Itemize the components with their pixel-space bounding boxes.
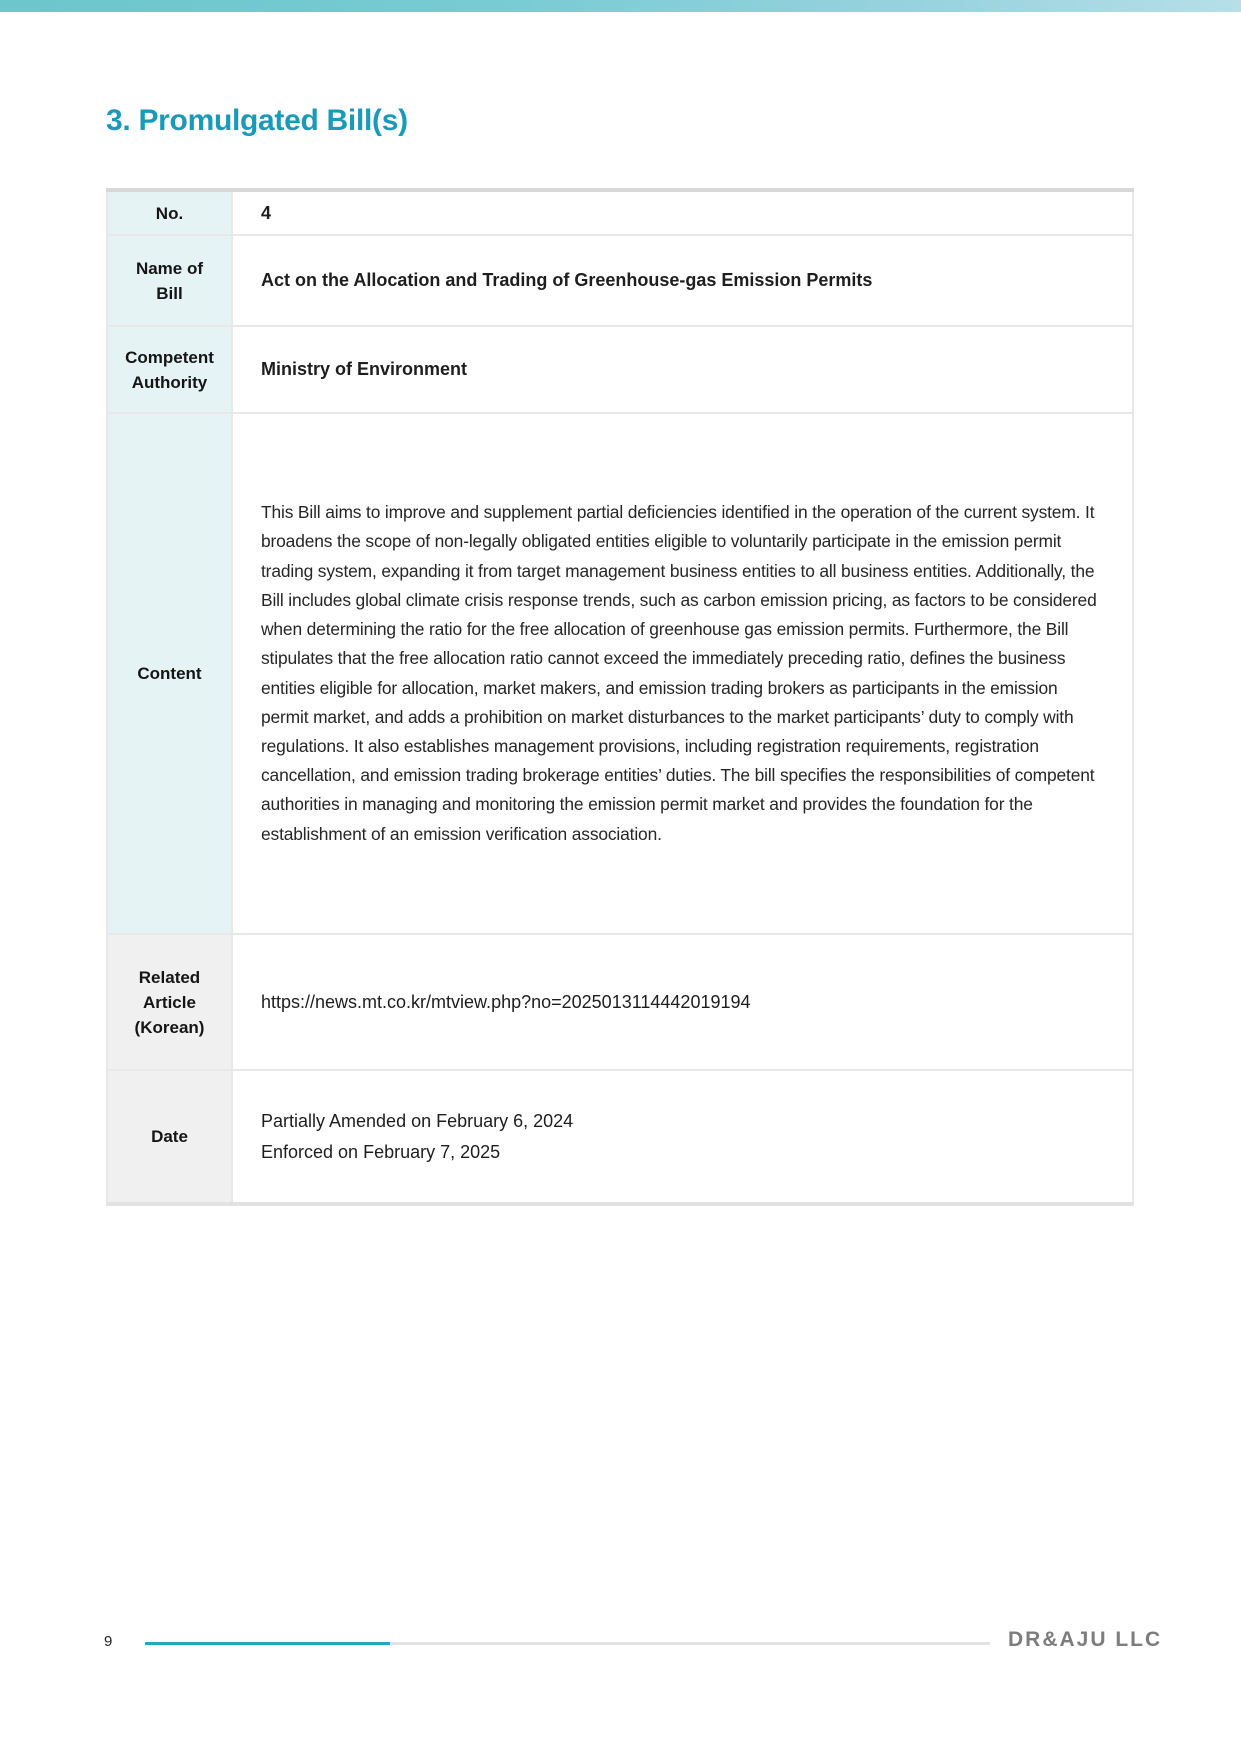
row-label-content: Content [107,413,232,934]
bill-number: 4 [232,190,1133,235]
top-gradient-bar [0,0,1241,12]
row-label-related-article-text: Related Article (Korean) [134,967,205,1037]
table-row-content [107,413,1133,934]
row-label-date: Date [107,1070,232,1204]
section-title: 3. Promulgated Bill(s) [106,104,408,137]
date-cell [232,1070,1133,1204]
bill-table [106,188,1134,1206]
row-label-related-article [107,934,232,1070]
content-text: This Bill aims to improve and supplement partial deficiencies identified in the operation of the current system. It broadens the scope of non-legally obligated entities eligible to voluntarily participate in the emission permit trading system, expanding it from target management business entities to all business entities. Additionally, the Bill includes global climate crisis response trends, such as carbon emission pricing, as factors to be considered when determining the ratio for the free allocation of greenhouse gas emission permits. Furthermore, the Bill stipulates that the free allocation ratio cannot exceed the immediately preceding ratio, defines the business entities eligible for allocation, market makers, and emission trading brokers as participants in the emission permit market, and adds a prohibition on market disturbances to the market participants’ duty to comply with regulations. It also establishes management provisions, including registration requirements, registration cancellation, and emission trading brokerage entities’ duties. The bill specifies the responsibilities of competent authorities in managing and monitoring the emission permit market and provides the foundation for the establishment of an emission verification association. [261,502,1097,844]
date-enforced: Enforced on February 7, 2025 [261,1141,501,1162]
related-article-link[interactable]: https://news.mt.co.kr/mtview.php?no=2025013114442019194 [232,934,1133,1070]
table-row-date [107,1070,1133,1204]
row-label-competent-authority: Competent Authority [107,326,232,413]
table-row-name [107,235,1133,326]
competent-authority: Ministry of Environment [232,326,1133,413]
footer-progress-fill [145,1642,390,1645]
row-label-name-of-bill [107,235,232,326]
page-number: 9 [104,1633,113,1650]
table-row-related-article [107,934,1133,1070]
row-label-name-of-bill-text: Name of Bill [135,258,204,303]
content-cell [232,413,1133,934]
date-amended: Partially Amended on February 6, 2024 [261,1110,574,1131]
table-row-no [107,190,1133,235]
bill-name: Act on the Allocation and Trading of Greenhouse-gas Emission Permits [232,235,1133,326]
footer-progress-track [145,1642,990,1645]
row-label-no: No. [107,190,232,235]
table-row-authority [107,326,1133,413]
brand-logo: DR&AJU LLC [1008,1628,1163,1651]
